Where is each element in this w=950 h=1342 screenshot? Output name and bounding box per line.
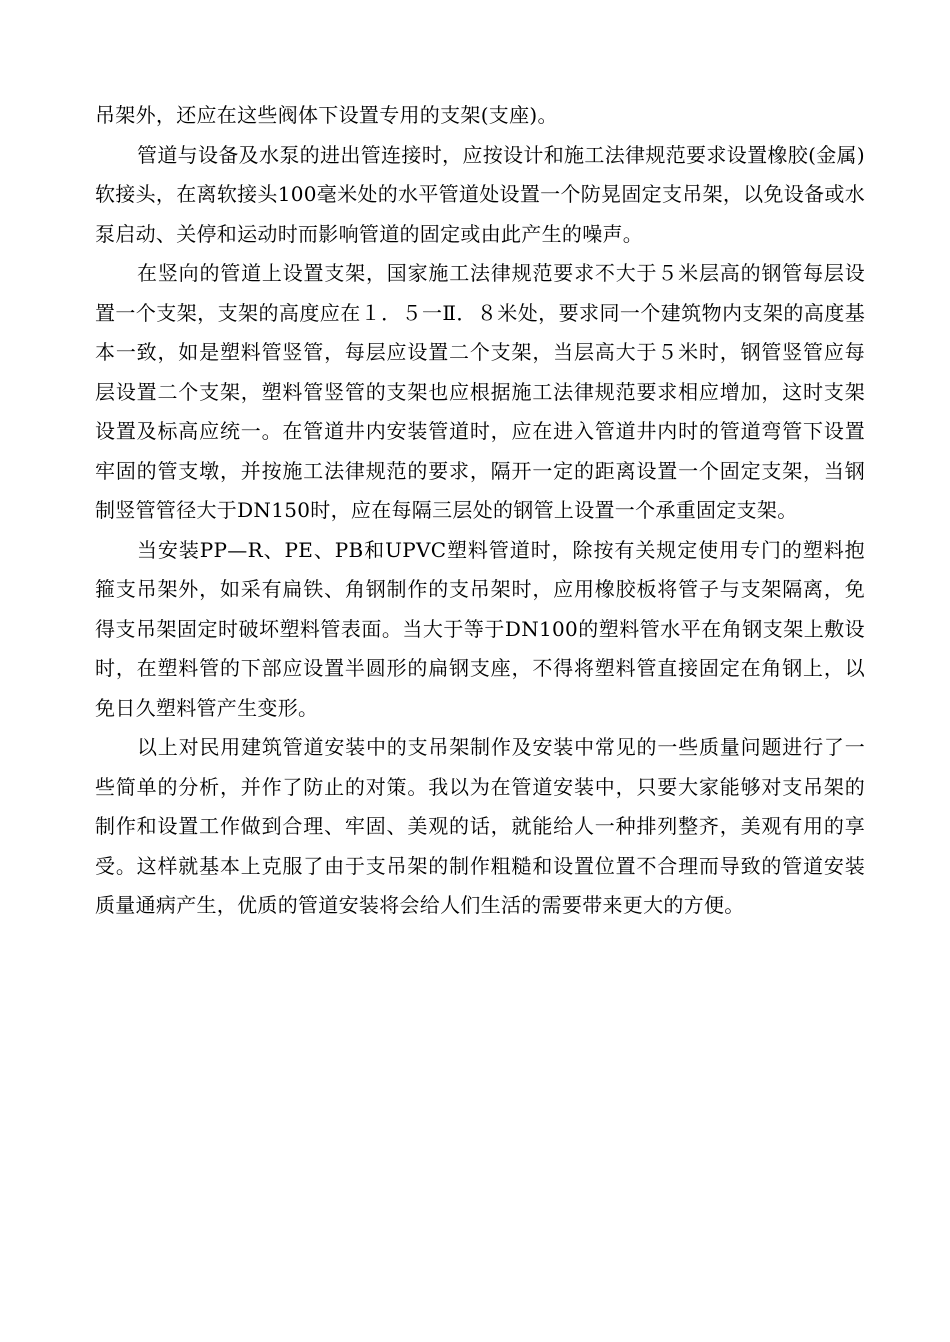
paragraph-2: 管道与设备及水泵的进出管连接时，应按设计和施工法律规范要求设置橡胶(金属)软接头，在离软接头100毫米处的水平管道处设置一个防晃固定支吊架，以免设备或水泵启动、关停和运动时而影响管道的固定或由此产生的噪声。 (95, 142, 865, 246)
paragraph-5: 以上对民用建筑管道安装中的支吊架制作及安装中常见的一些质量问题进行了一些简单的分析，并作了防止的对策。我以为在管道安装中，只要大家能够对支吊架的制作和设置工作做到合理、牢固、美观的话，就能给人一种排列整齐，美观有用的享受。这样就基本上克服了由于支吊架的制作粗糙和设置位置不合理而导致的管道安装质量通病产生，优质的管道安装将会给人们生活的需要带来更大的方便。 (95, 735, 865, 917)
paragraph-3: 在竖向的管道上设置支架，国家施工法律规范要求不大于５米层高的钢管每层设置一个支架，支架的高度应在１．５一Ⅱ．８米处，要求同一个建筑物内支架的高度基本一致，如是塑料管竖管，每层应设置二个支架，当层高大于５米时，钢管竖管应每层设置二个支架，塑料管竖管的支架也应根据施工法律规范要求相应增加，这时支架设置及标高应统一。在管道井内安装管道时，应在进入管道井内时的管道弯管下设置牢固的管支墩，并按施工法律规范的要求，隔开一定的距离设置一个固定支架，当钢制竖管管径大于DN150时，应在每隔三层处的钢管上设置一个承重固定支架。 (95, 261, 865, 522)
paragraph-1: 吊架外，还应在这些阀体下设置专用的支架(支座)。 (95, 103, 558, 127)
document-body (95, 96, 865, 926)
paragraph-4: 当安装PP—R、PE、PB和UPVC塑料管道时，除按有关规定使用专门的塑料抱箍支吊架外，如采有扁铁、角钢制作的支吊架时，应用橡胶板将管子与支架隔离，免得支吊架固定时破坏塑料管表面。当大于等于DN100的塑料管水平在角钢支架上敷设时，在塑料管的下部应设置半圆形的扁钢支座，不得将塑料管直接固定在角钢上，以免日久塑料管产生变形。 (95, 537, 865, 720)
